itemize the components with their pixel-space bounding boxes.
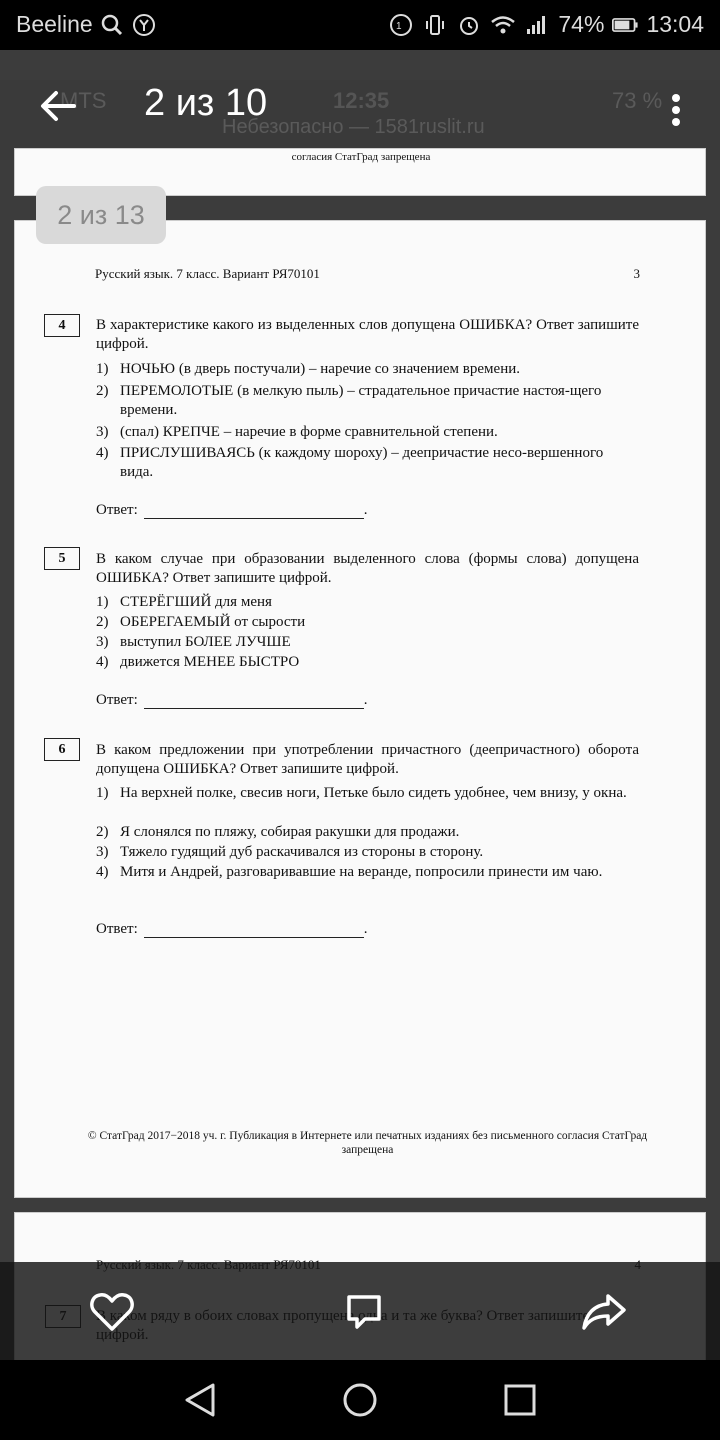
photo-time: 12:35 bbox=[333, 88, 390, 113]
question-number: 6 bbox=[44, 738, 80, 761]
answer-line: Ответ: . bbox=[96, 502, 368, 518]
overflow-menu-button[interactable] bbox=[660, 84, 692, 128]
answer-option: 4) движется МЕНЕЕ БЫСТРО bbox=[96, 654, 300, 670]
nav-back-button[interactable] bbox=[180, 1380, 220, 1420]
vibrate-icon bbox=[422, 12, 448, 38]
comment-icon bbox=[343, 1291, 385, 1333]
arrow-left-icon bbox=[36, 84, 80, 128]
page-number: 3 bbox=[633, 266, 640, 281]
answer-option: 1) СТЕРЁГШИЙ для меня bbox=[96, 594, 272, 610]
photo-url: Небезопасно — 1581ruslit.ru bbox=[222, 116, 485, 138]
clock: 13:04 bbox=[646, 11, 704, 37]
answer-option: 2) ОБЕРЕГАЕМЫЙ от сырости bbox=[96, 614, 306, 630]
viewer-toolbar bbox=[0, 80, 720, 130]
share-button[interactable] bbox=[580, 1290, 628, 1334]
system-navigation-bar bbox=[0, 1360, 720, 1440]
answer-option: 4) Митя и Андрей, разговаривавшие на веранде, попросили принести им чаю. bbox=[96, 864, 603, 880]
answer-option: 1) НОЧЬЮ (в дверь постучали) – наречие со значением времени. bbox=[96, 361, 520, 377]
data-saver-icon bbox=[388, 12, 414, 38]
battery-percent: 74% bbox=[558, 11, 605, 37]
photo-battery: 73 % bbox=[612, 88, 663, 113]
question-number: 4 bbox=[44, 314, 80, 337]
answer-option: 3) (спал) КРЕПЧЕ – наречие в форме сравнительной степени. bbox=[96, 424, 498, 440]
comment-button[interactable] bbox=[340, 1290, 388, 1334]
answer-option: 1) На верхней полке, свесив ноги, Петьке было сидеть удобнее, чем внизу, у окна. bbox=[96, 785, 627, 801]
back-button[interactable] bbox=[36, 84, 80, 128]
document-header bbox=[95, 266, 640, 282]
previous-page-footer: согласия СтатГрад запрещена bbox=[291, 151, 431, 163]
status-bar bbox=[0, 0, 720, 50]
like-button[interactable] bbox=[88, 1290, 136, 1334]
answer-option: 2) Я слонялся по пляжу, собирая ракушки для продажи. bbox=[96, 824, 460, 840]
answer-option: 3) выступил БОЛЕЕ ЛУЧШЕ bbox=[96, 634, 291, 650]
answer-option: 3) Тяжело гудящий дуб раскачивался из стороны в сторону. bbox=[96, 844, 484, 860]
copyright-footer: © СтатГрад 2017−2018 уч. г. Публикация в Интернете или печатных изданиях без письменного согласия СтатГрад запрещена bbox=[87, 1130, 648, 1156]
question-text: В характеристике какого из выделенных слов допущена ОШИБКА? Ответ запишите цифрой. bbox=[96, 317, 639, 352]
nav-recents-button[interactable] bbox=[500, 1380, 540, 1420]
header-left: Русский язык. 7 класс. Вариант РЯ70101 bbox=[95, 266, 320, 281]
answer-option: 4) ПРИСЛУШИВАЯСЬ (к каждому шороху) – деепричастие несо-вершенного вида. bbox=[96, 445, 604, 480]
page-indicator-pill: 2 из 13 bbox=[36, 186, 166, 244]
battery-icon bbox=[612, 12, 638, 38]
image-counter-title: 2 из 10 bbox=[144, 82, 268, 124]
wifi-icon bbox=[490, 12, 516, 38]
question-text: В каком случае при образовании выделенного слова (формы слова) допущена ОШИБКА? Ответ запишите цифрой. bbox=[96, 551, 639, 586]
photo-actions-bar bbox=[0, 1262, 720, 1360]
question-text: В каком предложении при употреблении причастного (деепричастного) оборота допущена ОШИБКА? Ответ запишите цифрой. bbox=[96, 742, 639, 777]
share-arrow-icon bbox=[580, 1292, 628, 1332]
photo-carrier: MTS bbox=[60, 88, 107, 113]
signal-icon bbox=[524, 12, 550, 38]
triangle-back-icon bbox=[183, 1382, 217, 1418]
carrier-label: Beeline bbox=[16, 11, 93, 37]
question-number: 5 bbox=[44, 547, 80, 570]
alarm-icon bbox=[456, 12, 482, 38]
search-icon bbox=[99, 12, 125, 38]
answer-option: 2) ПЕРЕМОЛОТЫЕ (в мелкую пыль) – страдательное причастие настоя-щего времени. bbox=[96, 383, 602, 418]
answer-line: Ответ: . bbox=[96, 692, 368, 708]
svg-text:1: 1 bbox=[396, 20, 402, 32]
answer-line: Ответ: . bbox=[96, 921, 368, 937]
nav-home-button[interactable] bbox=[340, 1380, 380, 1420]
square-recents-icon bbox=[503, 1383, 537, 1417]
heart-icon bbox=[89, 1292, 135, 1332]
circle-home-icon bbox=[342, 1382, 378, 1418]
browser-icon bbox=[131, 12, 157, 38]
more-vertical-icon bbox=[660, 84, 692, 126]
